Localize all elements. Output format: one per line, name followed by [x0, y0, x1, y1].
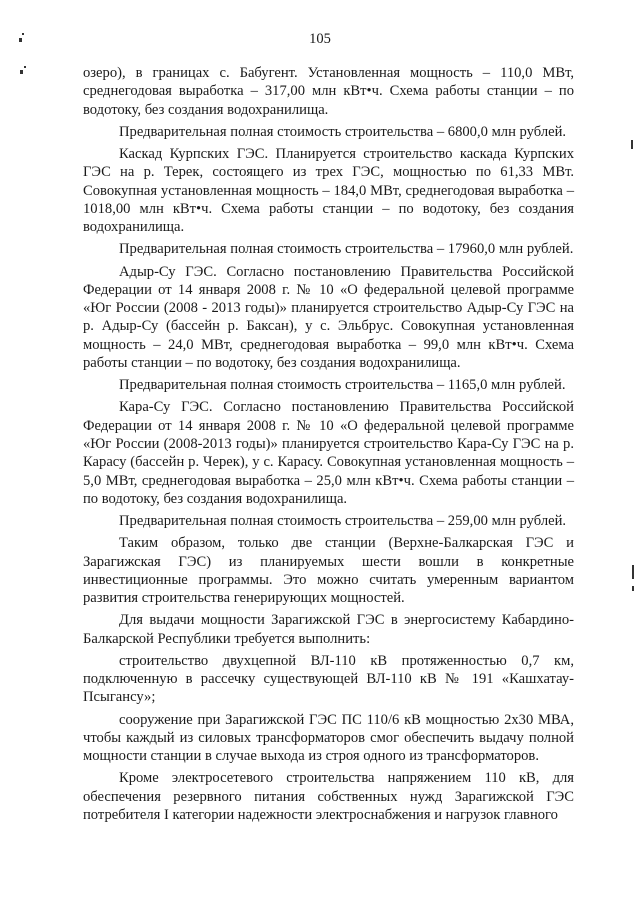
document-body	[83, 64, 574, 828]
paragraph-cost-adyr-su: Предварительная полная стоимость строительства – 1165,0 млн рублей.	[119, 377, 566, 394]
paragraph-kara-su: Кара-Су ГЭС. Согласно постановлению Правительства Российской Федерации от 14 января 2008 г. № 10 «О федеральной целевой программе «Юг России (2008-2013 годы)» планируется строительство Кара-Су ГЭС на р. Карасу (бассейн р. Черек), у с. Карасу. Совокупная установленная мощность – 5,0 МВт, среднегодовая выработка – 25,0 млн кВт•ч. Схема работы станции – по водотоку, без создания водохранилища.	[83, 399, 574, 507]
paragraph-cost-kara-su: Предварительная полная стоимость строительства – 259,00 млн рублей.	[119, 513, 567, 530]
paragraph-adyr-su: Адыр-Су ГЭС. Согласно постановлению Правительства Российской Федерации от 14 января 2008 г. № 10 «О федеральной целевой программе «Юг России (2008 - 2013 годы)» планируется строительство Адыр-Су ГЭС на р. Адыр-Су (бассейн р. Баксан), у с. Эльбрус. Совокупная установленная мощность – 24,0 МВт, среднегодовая выработка – 99,0 млн кВт•ч. Схема работы станции – по водотоку, без создания водохранилища.	[83, 263, 574, 372]
paragraph-power-output: Для выдачи мощности Зарагижской ГЭС в энергосистему Кабардино-Балкарской Республики требуется выполнить:	[83, 612, 574, 647]
scan-line-right-top	[631, 140, 633, 149]
paragraph-cost-zaragizh: Предварительная полная стоимость строительства – 6800,0 млн рублей.	[119, 123, 567, 140]
paragraph-kurpsky-cascade: Каскад Курпских ГЭС. Планируется строительство каскада Курпских ГЭС на р. Терек, состоящего из трех ГЭС, мощностью по 61,33 МВт. Совокупная установленная мощность – 184,0 МВт, среднегодовая выработка – 1018,00 млн кВт•ч. Схема работы станции – по водотоку, без создания водохранилища.	[83, 145, 574, 236]
paragraph-item-line: строительство двухцепной ВЛ-110 кВ протяженностью 0,7 км, подключенную в рассечку существующей ВЛ-110 кВ № 191 «Кашхатау-Псыгансу»;	[83, 652, 574, 706]
paragraph-summary: Таким образом, только две станции (Верхне-Балкарская ГЭС и Зарагижская ГЭС) из планируемых шести вошли в конкретные инвестиционные программы. Это можно считать умеренным вариантом развития строительства генерирующих мощностей.	[83, 535, 574, 607]
scan-speck-top-left-2	[22, 33, 24, 35]
paragraph-continuation: озеро), в границах с. Бабугент. Установленная мощность – 110,0 МВт, среднегодовая выработка – 317,00 млн кВт•ч. Схема работы станции – по водотоку, без создания водохранилища.	[83, 65, 574, 118]
scan-line-right-mid	[632, 565, 634, 579]
scan-speck-top-left	[19, 38, 22, 42]
scan-line-right-mid-2	[632, 586, 634, 591]
paragraph-backup-power: Кроме электросетевого строительства напряжением 110 кВ, для обеспечения резервного питания собственных нужд Зарагижской ГЭС потребителя I категории надежности электроснабжения и нагрузок главного	[83, 770, 574, 823]
page-number: 105	[309, 31, 331, 47]
scan-speck-left-2	[24, 66, 26, 68]
scan-speck-left	[20, 70, 23, 74]
paragraph-item-substation: сооружение при Зарагижской ГЭС ПС 110/6 кВ мощностью 2х30 МВА, чтобы каждый из силовых трансформаторов смог обеспечить выдачу полной мощности станции в случае выхода из строя одного из трансформаторов.	[83, 711, 574, 765]
paragraph-cost-kurpsky: Предварительная полная стоимость строительства – 17960,0 млн рублей.	[119, 241, 574, 258]
